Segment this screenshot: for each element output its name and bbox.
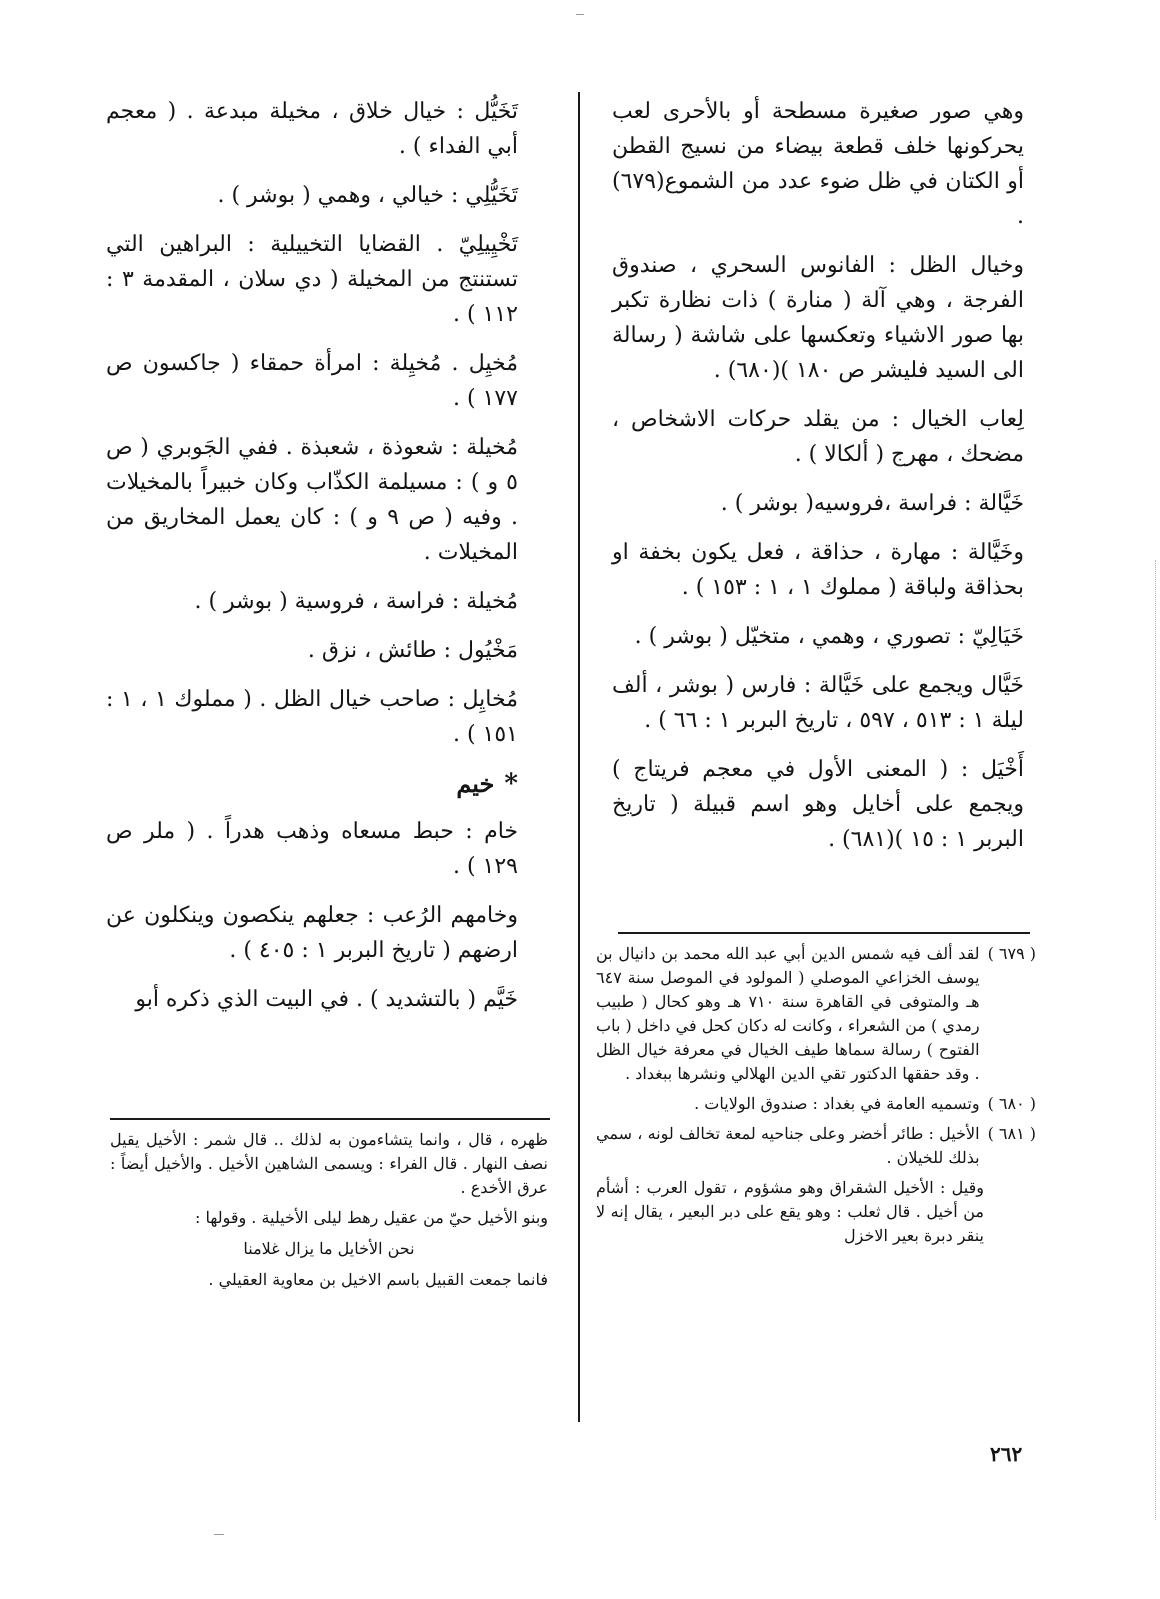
footnote-rule-right	[618, 932, 1030, 934]
entry-mukhila-horsemanship: مُخيلة : فراسة ، فروسية ( بوشر ) .	[194, 589, 518, 614]
entry-mukhil: مُخيِل . مُخيِلة : امرأة حمقاء ( جاكسون ص ١٧٧ ) .	[106, 351, 518, 411]
footnote-679	[596, 942, 1036, 1086]
entry-shadow-puppets: وهي صور صغيرة مسطحة أو بالأحرى لعب يحركونها خلف قطعة بيضاء من نسيج القطن أو الكتان في ظل ضوء عدد من الشموع(٦٧٩) .	[612, 99, 1024, 229]
footnote-680	[596, 1092, 1036, 1116]
entry-takhayyuli: تَخَيُّلِي : خيالي ، وهمي ( بوشر ) .	[217, 183, 518, 208]
footnote-verse: نحن الأخايل ما يزال غلامنا	[243, 1239, 415, 1258]
entry-khayali: خَيَالِيّ : تصوري ، وهمي ، متخيّل ( بوشر ) .	[634, 624, 1024, 649]
entry-khaam: خام : حبط مسعاه وذهب هدراً . ( ملر ص ١٢٩ ) .	[106, 819, 518, 879]
entry-makhyul: مَخْيُول : طائش ، نزق .	[307, 638, 518, 663]
scan-mark-bottom	[214, 1534, 224, 1535]
scan-mark-top	[576, 14, 584, 15]
entry-mukhila-sorcery: مُخيلة : شعوذة ، شعبذة . ففي الجَوبري ( ص ٥ و ) : مسيلمة الكذّاب وكان خبيراً بالمخيلات . وفيه ( ص ٩ و ) : كان يعمل المخاريق من المخيلات .	[106, 435, 518, 565]
star-icon: *	[504, 769, 518, 799]
left-column	[106, 94, 518, 1031]
entry-liaab-al-khayal: لِعاب الخيال : من يقلد حركات الاشخاص ، مضحك ، مهرج ( ألكالا ) .	[612, 407, 1024, 467]
footnote-681	[596, 1122, 1036, 1170]
entry-akhyal: أَخْيَل : ( المعنى الأول في معجم فريتاج ) ويجمع على أخايل وهو اسم قبيلة ( تاريخ البربر ١ : ١٥ )(٦٨١) .	[612, 757, 1024, 852]
footnote-left-paragraph-3: فانما جمعت القبيل باسم الاخيل بن معاوية العقيلي .	[208, 1270, 548, 1289]
footnote-number: ( ٦٨٠ )	[987, 1094, 1036, 1113]
entry-mukhayil: مُخايِل : صاحب خيال الظل . ( مملوك ١ ، ١ : ١٥١ ) .	[106, 687, 518, 747]
entry-khayyala-1: خَيَّالة : فراسة ،فروسيه( بوشر ) .	[720, 491, 1024, 516]
entry-khaamahum: وخامهم الرُعب : جعلهم ينكصون وينكلون عن ارضهم ( تاريخ البربر ١ : ٤٠٥ ) .	[106, 903, 518, 963]
footnotes-left	[110, 1128, 548, 1298]
footnote-left-paragraph-1: ظهره ، قال ، وانما يتشاءمون به لذلك .. قال شمر : الأخيل يقيل نصف النهار . قال الفراء : ويسمى الشاهين الأخيل . والأخيل أيضاً : عرق الأخدع .	[110, 1130, 548, 1197]
footnotes-right	[596, 942, 1036, 1254]
page-number: ٢٦٢	[990, 1442, 1023, 1466]
footnote-681-continuation: وقيل : الأخيل الشقراق وهو مشؤوم ، تقول العرب : أشأم من أخيل . قال ثعلب : وهو يقع على دبر البعير ، يقال إنه لا ينقر دبرة بعير الاخزل	[596, 1178, 984, 1245]
footnote-text: لقد ألف فيه شمس الدين أبي عبد الله محمد بن دانيال بن يوسف الخزاعي الموصلي ( المولود في الموصل سنة ٦٤٧ هـ والمتوفى في القاهرة سنة ٧١٠ هـ وهو كحال ( طبيب رمدي ) من الشعراء ، وكانت له دكان كحل في داخل ( باب الفتوح ) رسالة سماها طيف الخيال في معرفة خيال الظل . وقد حققها الدكتور تقي الدين الهلالي ونشرها ببغداد .	[596, 944, 980, 1083]
footnote-number: ( ٦٧٩ )	[987, 944, 1036, 963]
entry-takhayyul: تَخَيُّل : خيال خلاق ، مخيلة مبدعة . ( معجم أبي الفداء ) .	[106, 99, 518, 159]
footnote-number: ( ٦٨١ )	[987, 1124, 1036, 1143]
root-heading-text: خيم	[456, 769, 495, 798]
right-column	[612, 94, 1024, 871]
entry-khayyala-2: وخَيَّالة : مهارة ، حذاقة ، فعل يكون بخفة او بحذاقة ولباقة ( مملوك ١ ، ١ : ١٥٣ ) .	[612, 540, 1024, 600]
footnote-left-paragraph-2: وبنو الأخيل حيّ من عقيل رهط ليلى الأخيلية . وقولها :	[194, 1208, 548, 1227]
footnote-text: الأخيل : طائر أخضر وعلى جناحيه لمعة تخالف لونه ، سمي بذلك للخيلان .	[596, 1124, 980, 1167]
entry-khayyam: خَيَّم ( بالتشديد ) . في البيت الذي ذكره أبو	[135, 987, 518, 1012]
footnote-text: وتسميه العامة في بغداد : صندوق الولايات .	[694, 1094, 980, 1113]
footnote-rule-left	[110, 1118, 550, 1120]
root-heading	[106, 766, 518, 802]
column-divider	[578, 92, 580, 1422]
entry-khayyal: خَيَّال ويجمع على خَيَّالة : فارس ( بوشر ، ألف ليلة ١ : ٥١٣ ، ٥٩٧ ، تاريخ البربر ١ : ٦٦ ) .	[612, 673, 1024, 733]
entry-takhyili: تَخْيِيلِيّ . القضايا التخييلية : البراهين التي تستنتج من المخيلة ( دي سلان ، المقدمة ٣ : ١١٢ ) .	[106, 232, 518, 327]
scan-edge	[1155, 560, 1156, 1520]
entry-khayal-al-zill: وخيال الظل : الفانوس السحري ، صندوق الفرجة ، وهي آلة ( منارة ) ذات نظارة تكبر بها صور الاشياء وتعكسها على شاشة ( رسالة الى السيد فليشر ص ١٨٠ )(٦٨٠) .	[612, 253, 1024, 383]
